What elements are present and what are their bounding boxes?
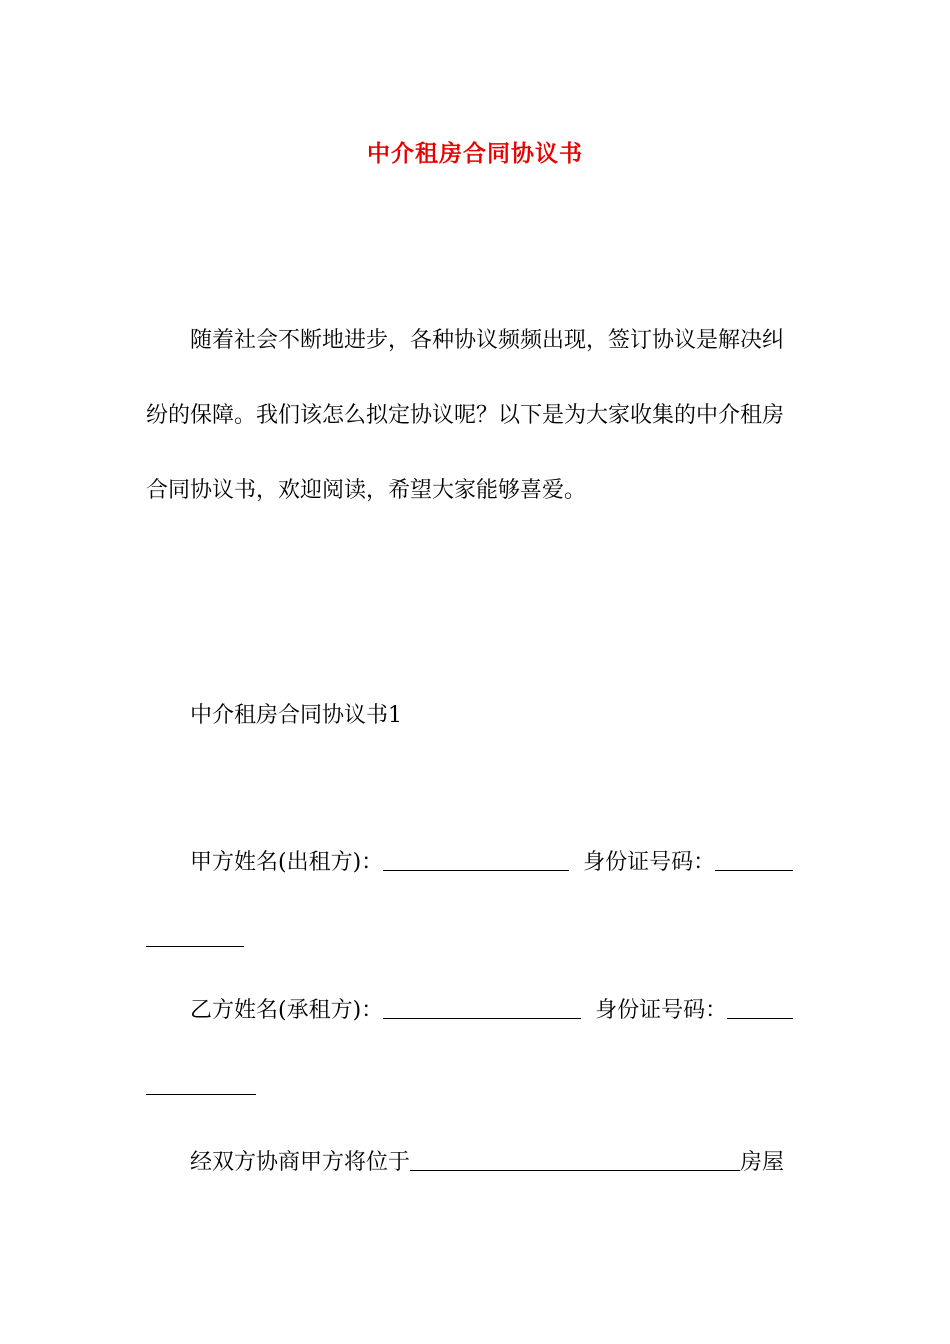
- party-a-row: [146, 848, 852, 878]
- party-a-id-label: 身份证号码：: [583, 850, 716, 875]
- party-a-id-blank[interactable]: [715, 850, 793, 871]
- intro-line-2: 纷的保障。我们该怎么拟定协议呢？以下是为大家收集的中介租房: [146, 403, 785, 428]
- location-prefix: 经双方协商甲方将位于: [190, 1150, 411, 1175]
- location-row: [146, 1148, 852, 1178]
- party-b-name-blank[interactable]: [383, 998, 581, 1019]
- party-b-label: 乙方姓名(承租方)：: [190, 998, 384, 1023]
- party-a-label: 甲方姓名(出租方)：: [190, 850, 384, 875]
- party-a-name-blank[interactable]: [383, 850, 569, 871]
- party-a-id-continuation: [146, 924, 808, 954]
- party-b-id-continuation: [146, 1072, 808, 1102]
- party-b-row: [146, 996, 852, 1026]
- party-a-id-blank-continued[interactable]: [146, 926, 244, 947]
- location-suffix: 房屋: [740, 1150, 785, 1175]
- party-b-id-blank[interactable]: [727, 998, 793, 1019]
- house-location-blank[interactable]: [410, 1150, 740, 1171]
- section-heading: 中介租房合同协议书1: [190, 703, 402, 728]
- intro-line-1: 随着社会不断地进步，各种协议频频出现，签订协议是解决纠: [190, 328, 785, 353]
- party-b-id-label: 身份证号码：: [595, 998, 728, 1023]
- document-title: 中介租房合同协议书: [367, 140, 583, 167]
- party-b-id-blank-continued[interactable]: [146, 1074, 256, 1095]
- intro-line-3: 合同协议书，欢迎阅读，希望大家能够喜爱。: [146, 478, 587, 503]
